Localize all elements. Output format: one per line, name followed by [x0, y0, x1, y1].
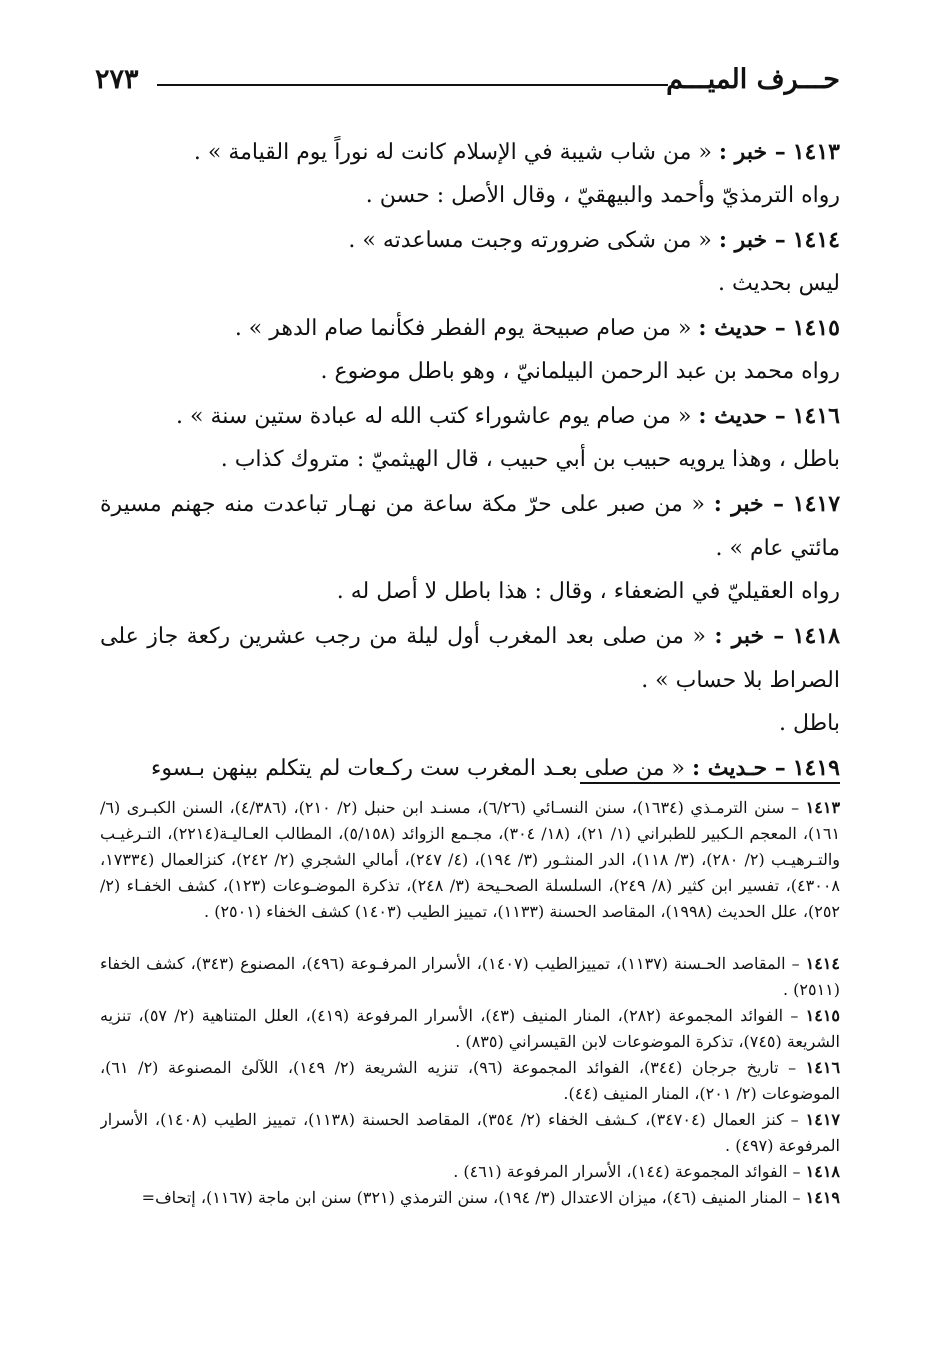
entry-1413	[100, 130, 840, 174]
entry-type: – حـديث :	[691, 755, 786, 781]
footnote-1416	[100, 1055, 840, 1107]
entry-text: « من صبر على حرّ مكة ساعة من نهـار تباعدت منه جهنم مسيرة مائتي عام » .	[100, 492, 840, 561]
entry-comment	[100, 174, 840, 218]
entry-number: ١٤١٧	[792, 491, 840, 517]
footnote-text: – الفوائد المجموعة (٢٨٢)، المنار المنيف (٤٣)، الأسرار المرفوعة (٤١٩)، العلل المتناهية (٢/ ٥٧)، تنزيه الشريعة (٧٤٥)، تذكرة الموضوعات لابن القيسراني (٨٣٥) .	[100, 1006, 840, 1051]
entry-text: « من صلى بعد المغرب أول ليلة من رجب عشرين ركعة جاز على الصراط بلا حساب » .	[100, 624, 840, 693]
entry-type: – حديث :	[698, 403, 786, 429]
entry-1414	[100, 218, 840, 262]
entry-1416	[100, 394, 840, 438]
entry-text: « من صلى بعـد المغرب ست ركـعات لم يتكلم بينهن بـسوء	[151, 756, 685, 781]
comment-text: رواه العقيليّ في الضعفاء ، وقال : هذا باطل لا أصل له .	[336, 579, 840, 604]
footnote-number: ١٤١٨	[805, 1162, 840, 1181]
entry-1415	[100, 306, 840, 350]
entry-comment	[100, 438, 840, 482]
entry-text: « من شاب شيبة في الإسلام كانت له نوراً يوم القيامة » .	[193, 140, 712, 165]
footnote-text: – سنن الترمـذي (١٦٣٤)، سنن النسـائي (٦/٢٦)، مسنـد ابن حنبل (٢/ ٢١٠)، (٤/٣٨٦)، السنن الكبـرى (٦/ ١٦١)، المعجم الـكبير للطبراني (١/ ٢١)، (١٨/ ٣٠٤)، مجـمع الزوائد (٥/١٥٨)، المطالب العـاليـة(٢٢١٤)، التـرغيـب والتـرهيـب (٢/ ٢٨٠)، (٣/ ١١٨)، الدر المنثـور (٣/ ١٩٤)، (٤/ ٢٤٧)، أمالي الشجري (٢/ ٢٤٢)، كنزالعمال (١٧٣٣٤، ٤٣٠٠٨)، تفسير ابن كثير (٨/ ٢٤٩)، السلسلة الصحـيحة (٣/ ٢٤٨)، تذكرة الموضـوعات (١٢٣)، كشف الخفـاء (٢/ ٢٥٢)، علل الحديث (١٩٩٨)، المقاصد الحسنة (١١٣٣)، تمييز الطيب (١٤٠٣) كشف الخفاء (٢٥٠١) .	[100, 798, 840, 921]
entry-comment	[100, 262, 840, 306]
comment-text: ليس بحديث .	[718, 271, 840, 296]
footnote-number: ١٤١٦	[805, 1058, 840, 1077]
footnote-1414	[100, 951, 840, 1003]
entry-type: – حديث :	[698, 315, 786, 341]
entry-type: – خبر :	[718, 139, 786, 165]
footnote-number: ١٤١٣	[805, 798, 840, 817]
comment-text: باطل ، وهذا يرويه حبيب بن أبي حبيب ، قال الهيثميّ : متروك كذاب .	[220, 447, 840, 472]
footnote-text: – المنار المنيف (٤٦)، ميزان الاعتدال (٣/ ١٩٤)، سنن الترمذي (٣٢١) سنن ابن ماجة (١١٦٧)، إتحاف=	[141, 1188, 801, 1207]
entry-number: ١٤١٥	[792, 315, 840, 341]
comment-text: رواه محمد بن عبد الرحمن البيلمانيّ ، وهو باطل موضوع .	[320, 359, 840, 384]
footnote-text: – المقاصد الحـسنة (١١٣٧)، تمييزالطيب (١٤٠٧)، الأسرار المرفـوعة (٤٩٦)، المصنوع (٣٤٣)، كشف الخفاء (٢٥١١) .	[100, 954, 840, 999]
footnotes	[100, 795, 840, 1211]
entry-comment	[100, 702, 840, 746]
entry-text: « من صام يوم عاشوراء كتب الله له عبادة ستين سنة » .	[176, 404, 692, 429]
footnote-number: ١٤١٧	[805, 1110, 840, 1129]
footnote-number: ١٤١٩	[805, 1188, 840, 1207]
footnote-text: – تاريخ جرجان (٣٤٤)، الفوائد المجموعة (٩٦)، تنزيه الشريعة (٢/ ١٤٩)، اللآلئ المصنوعة (٢/ ٦١)، الموضوعات (٢/ ٢٠١)، المنار المنيف (٤٤).	[100, 1058, 840, 1103]
comment-text: باطل .	[779, 711, 840, 736]
footnote-1417	[100, 1107, 840, 1159]
entry-text: « من شكى ضرورته وجبت مساعدته » .	[348, 228, 712, 253]
footnote-separator	[580, 782, 840, 784]
entry-comment	[100, 350, 840, 394]
page-header	[95, 64, 840, 104]
footnote-number: ١٤١٤	[805, 954, 840, 973]
main-text	[100, 130, 840, 790]
entry-number: ١٤١٤	[792, 227, 840, 253]
footnote-text: – الفوائد المجموعة (١٤٤)، الأسرار المرفوعة (٤٦١) .	[453, 1162, 801, 1181]
header-rule	[157, 84, 668, 86]
entry-comment	[100, 570, 840, 614]
comment-text: رواه الترمذيّ وأحمد والبيهقيّ ، وقال الأصل : حسن .	[365, 183, 840, 208]
page-number: ٢٧٣	[95, 64, 139, 95]
entry-number: ١٤١٦	[792, 403, 840, 429]
chapter-title: حـــرف الميـــم	[666, 64, 840, 95]
footnote-1418	[100, 1159, 840, 1185]
entry-1417	[100, 482, 840, 570]
entry-type: – خبر :	[713, 491, 784, 517]
footnote-number: ١٤١٥	[805, 1006, 840, 1025]
entry-1418	[100, 614, 840, 702]
entry-type: – خبر :	[714, 623, 785, 649]
entry-type: – خبر :	[718, 227, 786, 253]
footnote-text: – كنز العمال (٣٤٧٠٤)، كـشف الخفاء (٢/ ٣٥٤)، المقاصد الحسنة (١١٣٨)، تمييز الطيب (١٤٠٨)، الأسرار المرفوعة (٤٩٧) .	[100, 1110, 840, 1155]
entry-text: « من صام صبيحة يوم الفطر فكأنما صام الدهر » .	[234, 316, 692, 341]
entry-number: ١٤١٣	[792, 139, 840, 165]
footnote-1419	[100, 1185, 840, 1211]
footnote-1415	[100, 1003, 840, 1055]
entry-number: ١٤١٨	[792, 623, 840, 649]
entry-number: ١٤١٩	[792, 755, 840, 781]
footnote-1413	[100, 795, 840, 951]
